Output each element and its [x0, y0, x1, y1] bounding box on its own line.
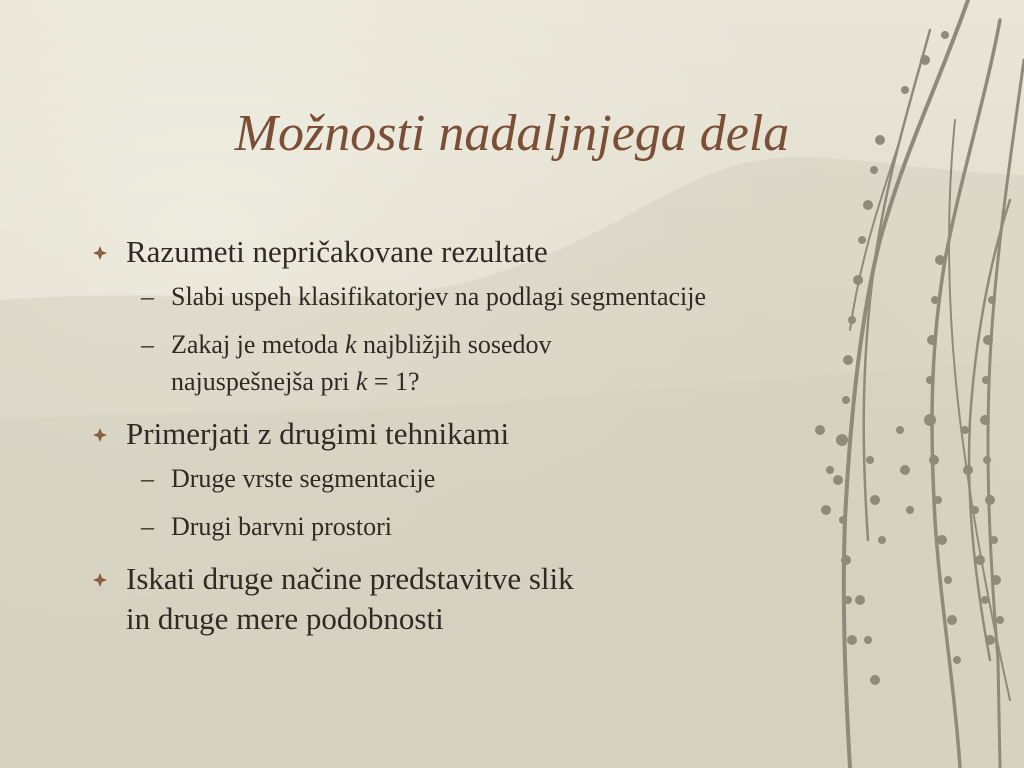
bullet-list [90, 232, 890, 645]
list-item-text: Razumeti nepričakovane rezultate [126, 234, 548, 269]
diamond-bullet-icon [92, 427, 108, 443]
dash-marker: – [141, 282, 154, 311]
dash-marker: – [141, 512, 154, 541]
diamond-bullet-icon [92, 572, 108, 588]
slide-title: Možnosti nadaljnjega dela [234, 105, 790, 162]
sub-list-item-line2: najuspešnejša pri k = 1? [171, 367, 420, 396]
list-item [90, 232, 890, 272]
dash-marker: – [141, 464, 154, 493]
list-item [90, 559, 890, 639]
sub-list-item [90, 460, 890, 497]
list-item-line1: Iskati druge načine predstavitve slik [126, 561, 574, 596]
list-item-text: Primerjati z drugimi tehnikami [126, 416, 510, 451]
sub-list-item-line1: Zakaj je metoda k najbližjih sosedov [171, 330, 552, 359]
list-item-line2: in druge mere podobnosti [126, 601, 444, 636]
sub-list-item-text: Drugi barvni prostori [171, 512, 392, 541]
diamond-bullet-icon [92, 245, 108, 261]
list-item [90, 414, 890, 454]
dash-marker: – [141, 330, 154, 359]
sub-list-item [90, 508, 890, 545]
sub-list-item [90, 278, 890, 315]
sub-list-item-text: Druge vrste segmentacije [171, 464, 436, 493]
sub-list-item [90, 326, 890, 400]
sub-list-item-text: Slabi uspeh klasifikatorjev na podlagi segmentacije [171, 282, 707, 311]
